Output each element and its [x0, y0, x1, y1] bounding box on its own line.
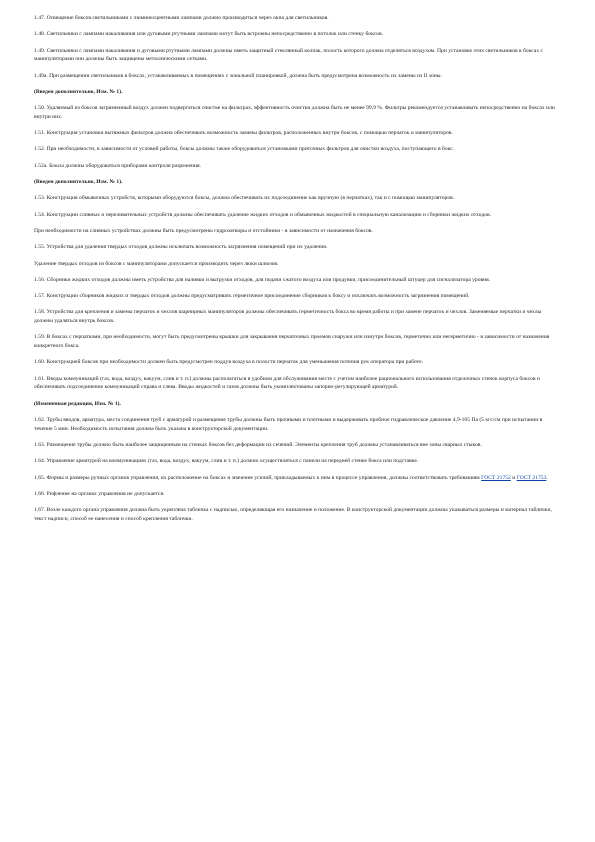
amendment-note: (Введен дополнительно, Изм. № 1). [34, 179, 123, 186]
paragraph-1-57: 1.57. Конструкции сборников жидких и твердых отходов должны предусматривать герметичное присоединение сборников к боксу и исключать возможность загрязнения помещений. [34, 293, 470, 300]
paragraph-1-54-continued: При необходимости на сливных устройствах должны быть предусмотрены гидрозатворы и отстойники - в зависимости от назначения боксов. [34, 227, 373, 234]
paragraph-1-63: 1.63. Размещение трубы должно быть наиболее защищенным на стенках боксов без деформации их сечений. Элементы крепления труб должны устанавливаться вне зоны сварных стыков. [34, 442, 482, 449]
paragraph-1-67: 1.67. Возле каждого органа управления должна быть укреплена табличка с надписью, определяющая его назначение и положение. В конструкторской документации должны указываться размеры и материал таблички, текст надписи, способ ее нанесения и способ крепления таблички. [34, 507, 552, 522]
paragraph-1-55: 1.55. Устройства для удаления твердых отходов должны исключать возможность загрязнения помещений при их удалении. [34, 244, 328, 251]
paragraph-1-47: 1.47. Освещение боксов светильниками с люминесцентными лампами должно производиться через окна для светильников. [34, 15, 329, 21]
paragraph-text: 1.65. Формы и размеры ручных органов управления, их расположение на боксах и значение усилий, прикладываемых к ним в процессе управления, должны соответствовать требованиям [34, 474, 482, 481]
paragraph-1-61: 1.61. Вводы коммуникаций (газ, вода, воздух, вакуум, слив и т. п.) должны располагаться в удобном для обслуживания месте с учетом наиболее рационального использования отделочных стенок корпуса боксов и обеспечивать подсоединение коммуникаций справа и слева. Вводы жидкостей и газов должны быть укомплектованы запорно-регулирующей арматурой. [34, 375, 540, 391]
paragraph-1-54: 1.54. Конструкции сливных и переливательных устройств должны обеспечивать удаление жидких отходов и обмывочных жидкостей в специальную канализацию и сборники жидких отходов. [34, 211, 492, 218]
amendment-note: (Введен дополнительно, Изм. № 1). [34, 88, 123, 95]
paragraph-1-53: 1.53. Конструкция обмывочных устройств, которыми оборудуются боксы, должна обеспечивать их подсоединение как вручную (в перчатках), так и с помощью манипуляторов. [34, 195, 455, 202]
paragraph-text: и [510, 474, 517, 481]
paragraph-1-59: 1.59. В боксах с перчатками, при необходимости, могут быть предусмотрены крышки для закрывания перчаточных проемов снаружи или изнутри боксов, герметично или негерметично - в зависимости от назначения конкретного бокса. [34, 334, 550, 350]
paragraph-1-65 [34, 474, 561, 483]
paragraph-1-49a: 1.49а. При размещении светильников в боксах, устанавливаемых в помещениях с зональной планировкой, должна быть предусмотрена возможность их замены из II зоны. [34, 72, 442, 79]
paragraph-1-64: 1.64. Управление арматурой на коммуникациях (газ, вода, воздух, вакуум, слив и т. п.) должно осуществляться с панели на передней стенке бокса или подставке. [34, 458, 419, 465]
paragraph-1-50: 1.50. Удаляемый из боксов загрязненный воздух должен подвергаться очистке на фильтрах, эффективность очистки должна быть не менее 99,9 %. Фильтры рекомендуется устанавливать непосредственно на боксах или внутри них. [34, 105, 555, 120]
paragraph-1-58: 1.58. Устройства для крепления и замены перчаток и чехлов шарнирных манипуляторов должны обеспечивать герметичность бокса во время работы и при замене перчаток и чехлов. Заменяемые перчатки и чехлы должны удаляться внутрь боксов. [34, 309, 542, 325]
paragraph-1-49: 1.49. Светильники с лампами накаливания и дуговыми ртутными лампами должны иметь защитный стеклянный колпак, полость которого должна отделяться воздухом. При установке этих светильников в боксах с манипуляторами они должны быть защищены металлическими сетками. [34, 47, 544, 63]
paragraph-1-66: 1.66. Рифление на органах управления не допускается. [34, 490, 165, 497]
paragraph-text: . [546, 474, 548, 481]
gost-21753-link[interactable]: ГОСТ 21753 [516, 474, 547, 481]
paragraph-1-52: 1.52. При необходимости, в зависимости от условий работы, боксы должны также оборудоваться установками приточных фильтров для очистки воздуха, поступающего в бокс. [34, 146, 455, 153]
paragraph-1-48: 1.48. Светильники с лампами накаливания или дуговыми ртутными лампами могут быть встроены непосредственно в потолок или стенку боксов. [34, 31, 383, 38]
paragraph-1-60: 1.60. Конструкцией боксов при необходимости должен быть предусмотрен поддув воздуха в полости перчаток для уменьшения потения рук оператора при работе. [34, 359, 423, 366]
gost-21752-link[interactable]: ГОСТ 21752 [481, 474, 511, 481]
paragraph-1-62: 1.62. Трубы вводов, арматура, места соединения труб с арматурой и размещение трубы должны быть прочными и плотными и выдерживать пробное гидравлическое давление 4,9-105 Па (5 кгс/см при испытании в течение 5 мин. Необходимость испытания должна быть указана в конструкторской документации. [34, 417, 543, 432]
paragraph-1-52a: 1.52а. Боксы должны оборудоваться приборами контроля разрежения. [34, 162, 201, 169]
amendment-note: (Измененная редакция, Изм. № 1). [34, 400, 121, 407]
paragraph-1-55-continued: Удаление твердых отходов из боксов с манипуляторами допускается производить через люки шлюзов. [34, 260, 279, 267]
paragraph-1-51: 1.51. Конструкция установки вытяжных фильтров должна обеспечивать возможность замены фильтров, расположенных внутри боксов, с помощью перчаток и манипуляторов. [34, 130, 453, 137]
paragraph-1-56: 1.56. Сборники жидких отходов должны иметь устройства для наливки и выгрузки отходов, для подачи сжатого воздуха или продувки, присоединительный штуцер для сигнализатора уровня. [34, 276, 491, 283]
